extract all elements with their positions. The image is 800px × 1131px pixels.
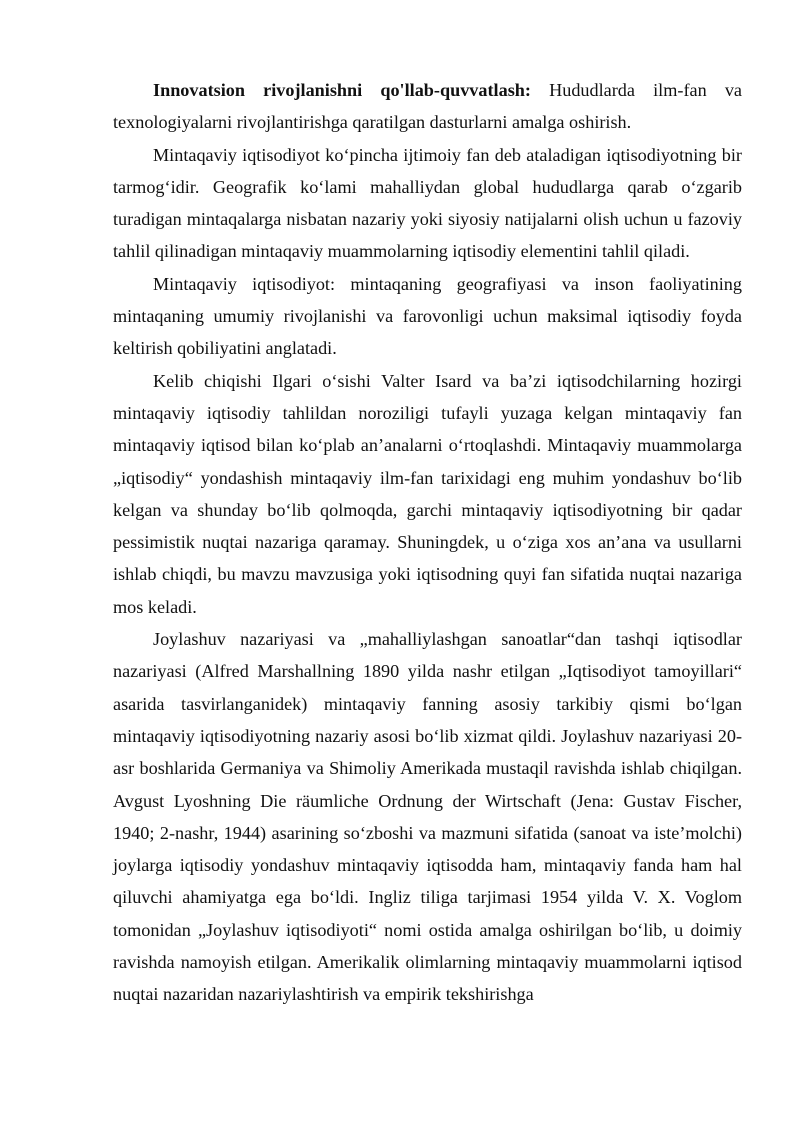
paragraph-lead-heading: Innovatsion rivojlanishni qo'llab-quvvatlash: <box>153 80 531 100</box>
paragraph-regional-economics-meaning: Mintaqaviy iqtisodiyot: mintaqaning geografiyasi va inson faoliyatining mintaqaning umumiy rivojlanishi va farovonligi uchun maksimal iqtisodiy foyda keltirish qobiliyatini anglatadi. <box>113 273 742 359</box>
paragraph-origins: Kelib chiqishi Ilgari o‘sishi Valter Isard va ba’zi iqtisodchilarning hozirgi mintaqaviy iqtisodiy tahlildan noroziligi tufayli yuzaga kelgan mintaqaviy fan mintaqaviy iqtisod bilan ko‘plab an’analarni o‘rtoqlashdi. Mintaqaviy muammolarga „iqtisodiy“ yondashish mintaqaviy ilm-fan tarixidagi eng muhim yondashuv bo‘lib kelgan va shunday bo‘lib qolmoqda, garchi mintaqaviy iqtisodiyotning bir qadar pessimistik nuqtai nazariga qaramay. Shuningdek, u o‘ziga xos an’ana va usullarni ishlab chiqdi, bu mavzu mavzusiga yoki iqtisodning quyi fan sifatida nuqtai nazariga mos keladi. <box>113 370 742 617</box>
paragraph-innovation-support <box>113 74 742 139</box>
paragraph-text: Hududlarda ilm-fan va texnologiyalarni rivojlantirishga qaratilgan dasturlarni amalga oshirish. <box>113 80 742 133</box>
paragraph-location-theory: Joylashuv nazariyasi va „mahalliylashgan sanoatlar“dan tashqi iqtisodlar nazariyasi (Alfred Marshallning 1890 yilda nashr etilgan „Iqtisodiyot tamoyillari“ asarida tasvirlanganidek) mintaqaviy fanning asosiy tarkibiy qismi bo‘lgan mintaqaviy iqtisodiyotning nazariy asosi bo‘lib xizmat qildi. Joylashuv nazariyasi 20-asr boshlarida Germaniya va Shimoliy Amerikada mustaqil ravishda ishlab chiqilgan. Avgust Lyoshning Die räumliche Ordnung der Wirtschaft (Jena: Gustav Fischer, 1940; 2-nashr, 1944) asarining so‘zboshi va mazmuni sifatida (sanoat va iste’molchi) joylarga iqtisodiy yondashuv mintaqaviy iqtisodda ham, mintaqaviy fanda ham hal qiluvchi ahamiyatga ega bo‘ldi. Ingliz tiliga tarjimasi 1954 yilda V. X. Voglom tomonidan „Joylashuv iqtisodiyoti“ nomi ostida amalga oshirilgan bo‘lib, u doimiy ravishda namoyish etilgan. Amerikalik olimlarning mintaqaviy muammolarni iqtisod nuqtai nazaridan nazariylashtirish va empirik tekshirishga <box>113 629 742 1005</box>
document-page <box>113 74 742 1011</box>
paragraph-regional-economics-definition: Mintaqaviy iqtisodiyot ko‘pincha ijtimoiy fan deb ataladigan iqtisodiyotning bir tarmog‘idir. Geografik ko‘lami mahalliydan global hududlarga qarab o‘zgarib turadigan mintaqalarga nisbatan nazariy yoki siyosiy natijalarni olish uchun u fazoviy tahlil qilinadigan mintaqaviy muammolarning iqtisodiy elementini tahlil qiladi. <box>113 144 742 262</box>
